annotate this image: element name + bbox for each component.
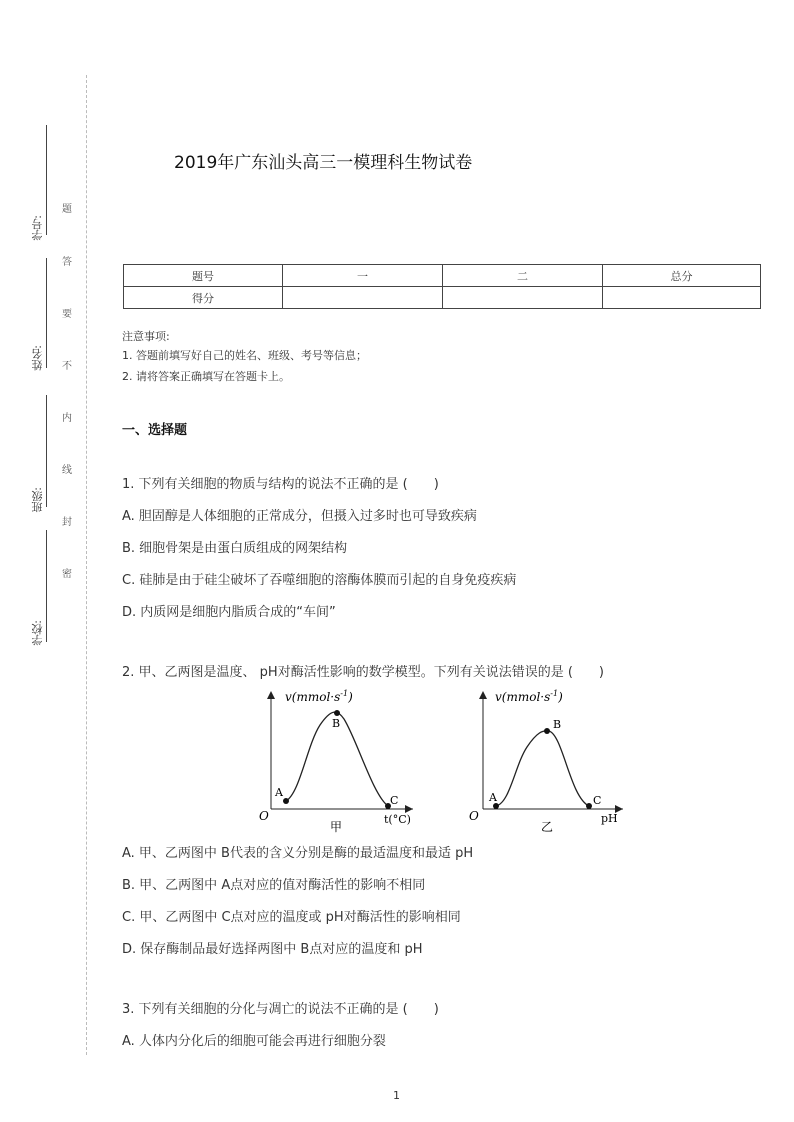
question-stem: 1. 下列有关细胞的物质与结构的说法不正确的是 ( ) [122, 477, 439, 492]
table-cell: 得分 [124, 287, 283, 309]
seal-char: 要 [62, 309, 72, 320]
class-label: 班级: [31, 487, 44, 513]
score-input-cell [443, 287, 603, 309]
page-title: 2019年广东汕头高三一模理科生物试卷 [174, 153, 473, 173]
point-b-label: B [332, 717, 341, 730]
figure-caption: 乙 [541, 820, 554, 834]
question-option: C. 硅肺是由于硅尘破坏了吞噬细胞的溶酶体膜而引起的自身免疫疾病 [122, 573, 517, 588]
question-option: B. 甲、乙两图中 A点对应的值对酶活性的影响不相同 [122, 878, 426, 893]
seal-char: 题 [62, 204, 72, 215]
student-id-label: 学号: [31, 215, 44, 241]
seal-char: 答 [62, 257, 72, 268]
y-axis-label: $v(mmol\cdot s^{-1})$ [285, 689, 353, 704]
x-axis-arrow [405, 805, 413, 813]
seal-char: 不 [62, 361, 72, 372]
question-option: D. 内质网是细胞内脂质合成的“车间” [122, 605, 336, 620]
section-heading: 一、选择题 [122, 423, 188, 438]
seal-char: 线 [62, 465, 72, 476]
point-b-label: B [553, 718, 562, 731]
enzyme-temperature-graph [255, 685, 425, 835]
school-label: 学校: [31, 620, 44, 646]
question-option: A. 人体内分化后的细胞可能会再进行细胞分裂 [122, 1034, 386, 1049]
x-axis-label: t(°C) [384, 813, 411, 826]
table-cell: 总分 [603, 265, 761, 287]
point-a-label: A [275, 786, 283, 799]
seal-char: 内 [62, 413, 72, 424]
y-axis-arrow [479, 691, 487, 699]
score-input-cell [603, 287, 761, 309]
question-option: B. 细胞骨架是由蛋白质组成的网架结构 [122, 541, 348, 556]
origin-label: O [259, 809, 269, 823]
binding-dashed-line [86, 75, 87, 1055]
question-option: A. 甲、乙两图中 B代表的含义分别是酶的最适温度和最适 pH [122, 846, 474, 861]
seal-char: 封 [62, 517, 72, 528]
score-input-cell [283, 287, 443, 309]
notice-item: 2. 请将答案正确填写在答题卡上。 [122, 370, 290, 383]
table-cell: 题号 [124, 265, 283, 287]
question-option: C. 甲、乙两图中 C点对应的温度或 pH对酶活性的影响相同 [122, 910, 461, 925]
question-option: D. 保存酶制品最好选择两图中 B点对应的温度和 pH [122, 942, 423, 957]
page-number: 1 [393, 1089, 400, 1102]
point-c-label: C [390, 794, 399, 807]
point-b [334, 710, 340, 716]
point-b [544, 728, 550, 734]
student-id-line [46, 125, 47, 235]
y-axis-label: $v(mmol\cdot s^{-1})$ [495, 689, 563, 704]
class-line [46, 395, 47, 507]
question-stem: 2. 甲、乙两图是温度、 pH对酶活性影响的数学模型。下列有关说法错误的是 ( ) [122, 665, 604, 680]
figure-caption: 甲 [330, 820, 343, 834]
point-a [283, 798, 289, 804]
school-line [46, 530, 47, 642]
notice-heading: 注意事项: [122, 330, 170, 343]
notice-item: 1. 答题前填写好自己的姓名、班级、考号等信息； [122, 349, 367, 362]
name-label: 姓名: [31, 345, 44, 371]
table-row [124, 287, 761, 309]
x-axis-label: pH [601, 812, 618, 825]
point-a-label: A [489, 791, 497, 804]
question-stem: 3. 下列有关细胞的分化与凋亡的说法不正确的是 ( ) [122, 1002, 439, 1017]
activity-curve [496, 731, 589, 806]
point-c-label: C [593, 794, 602, 807]
name-line [46, 258, 47, 368]
y-axis-arrow [267, 691, 275, 699]
table-row [124, 265, 761, 287]
seal-char: 密 [62, 569, 72, 580]
table-cell: 二 [443, 265, 603, 287]
score-table [123, 264, 761, 309]
question-option: A. 胆固醇是人体细胞的正常成分，但摄入过多时也可导致疾病 [122, 509, 477, 524]
point-c [586, 803, 592, 809]
enzyme-ph-graph [465, 685, 635, 835]
table-cell: 一 [283, 265, 443, 287]
origin-label: O [469, 809, 479, 823]
